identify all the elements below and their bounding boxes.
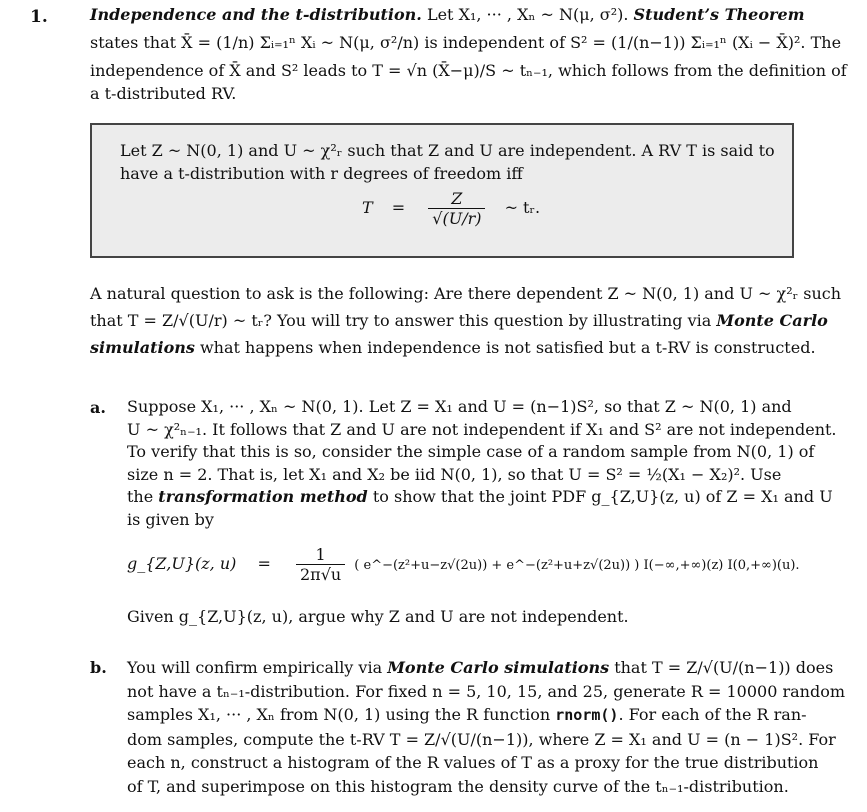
intro-line-3: independence of X̄ and S² leads to T = √n (X̄−μ)/S ~ tₙ₋₁, which follows from the definition of	[90, 61, 847, 80]
part-b-line-6: of T, and superimpose on this histogram the density curve of the tₙ₋₁-distribution.	[127, 776, 789, 796]
part-b-label: b.	[90, 658, 107, 677]
part-b-line1-pre: You will confirm empirically via	[127, 658, 388, 677]
intro-title: Independence and the t-distribution.	[90, 5, 422, 24]
definition-equation	[362, 189, 540, 228]
part-a-label: a.	[90, 398, 106, 417]
part-a-line-1: Suppose X₁, ··· , Xₙ ~ N(0, 1). Let Z = X₁ and U = (n−1)S², so that Z ~ N(0, 1) and	[127, 397, 792, 416]
part-b-line-3	[127, 703, 845, 728]
definition-denominator: √(U/r)	[432, 209, 482, 228]
pdf-eq: =	[257, 554, 271, 573]
definition-box	[90, 123, 794, 258]
part-b-line-4: dom samples, compute the t-RV T = Z/√(U/(n−1)), where Z = X₁ and U = (n − 1)S². For	[127, 729, 836, 749]
joint-pdf-equation	[127, 545, 800, 584]
question-line-1: A natural question to ask is the following: Are there dependent Z ~ N(0, 1) and U ~ χ²ᵣ such	[90, 284, 842, 303]
part-b-line-5: each n, construct a histogram of the R values of T as a proxy for the true distribution	[127, 753, 819, 772]
part-b-line-1	[127, 656, 845, 680]
intro-line-4: a t-distributed RV.	[90, 84, 237, 103]
question-line3-text: what happens when independence is not satisfied but a t-RV is constructed.	[194, 338, 816, 357]
monte-carlo-simulations-bold: Monte Carlo simulations	[387, 658, 610, 677]
definition-line-1: Let Z ~ N(0, 1) and U ~ χ²ᵣ such that Z and U are independent. A RV T is said to	[120, 141, 775, 160]
intro-line-1	[90, 3, 847, 26]
part-a-line-5	[127, 486, 837, 509]
intro-paragraph	[90, 3, 847, 105]
intro-line1-rest: Let X₁, ··· , Xₙ ~ N(μ, σ²).	[421, 5, 634, 24]
part-b-line3-post: . For each of the R ran-	[618, 705, 807, 724]
definition-lhs: T	[362, 198, 373, 217]
part-a-paragraph	[127, 396, 837, 531]
students-theorem: Student’s Theorem	[633, 5, 805, 24]
part-a-line-7: Given g_{Z,U}(z, u), argue why Z and U are not independent.	[127, 607, 629, 626]
part-a-line-4: size n = 2. That is, let X₁ and X₂ be iid N(0, 1), so that U = S² = ½(X₁ − X₂)². Use	[127, 464, 782, 484]
part-a-line-6: is given by	[127, 509, 214, 529]
simulations-bold: simulations	[90, 338, 195, 357]
question-line2-text: that T = Z/√(U/r) ~ tᵣ? You will try to answer this question by illustrating via	[90, 311, 717, 330]
definition-eq: =	[391, 198, 406, 217]
definition-numerator: Z	[428, 189, 485, 209]
pdf-fraction	[296, 545, 345, 584]
part-b-paragraph	[127, 656, 845, 798]
definition-line-2: have a t-distribution with r degrees of freedom iff	[120, 164, 523, 183]
part-b-line-2: not have a tₙ₋₁-distribution. For fixed n = 5, 10, 15, and 25, generate R = 10000 random	[127, 681, 845, 701]
definition-fraction	[428, 189, 485, 228]
part-b-line1-post: that T = Z/√(U/(n−1)) does	[609, 658, 834, 677]
definition-rhs: ~ tᵣ.	[504, 198, 541, 217]
transformation-method-bold: transformation method	[158, 487, 368, 506]
problem-number: 1.	[30, 7, 48, 27]
pdf-rhs: ( e^−(z²+u−z√(2u)) + e^−(z²+u+z√(2u)) ) I(−∞,+∞)(z) I(0,+∞)(u).	[354, 558, 800, 573]
rnorm-code: rnorm()	[555, 706, 619, 724]
pdf-denominator: 2π√u	[300, 565, 342, 584]
part-a-line-2: U ~ χ²ₙ₋₁. It follows that Z and U are not independent if X₁ and S² are not independent.	[127, 419, 837, 439]
pdf-numerator: 1	[296, 545, 345, 565]
part-a-line5-post: to show that the joint PDF g_{Z,U}(z, u) of Z = X₁ and U	[367, 487, 833, 506]
question-line-3	[90, 336, 841, 359]
part-b-line3-pre: samples X₁, ··· , Xₙ from N(0, 1) using the R function	[127, 705, 556, 724]
question-line-2	[90, 309, 841, 332]
intro-line-2: states that X̄ = (1/n) Σᵢ₌₁ⁿ Xᵢ ~ N(μ, σ²/n) is independent of S² = (1/(n−1)) Σᵢ₌₁ⁿ (Xᵢ − X̄)². The	[90, 33, 842, 52]
monte-carlo-bold: Monte Carlo	[716, 311, 828, 330]
question-paragraph	[90, 282, 841, 359]
definition-text	[120, 139, 775, 185]
part-a-line-3: To verify that this is so, consider the simple case of a random sample from N(0, 1) of	[127, 442, 815, 461]
pdf-lhs: g_{Z,U}(z, u)	[127, 554, 237, 573]
part-a-line5-pre: the	[127, 487, 159, 506]
